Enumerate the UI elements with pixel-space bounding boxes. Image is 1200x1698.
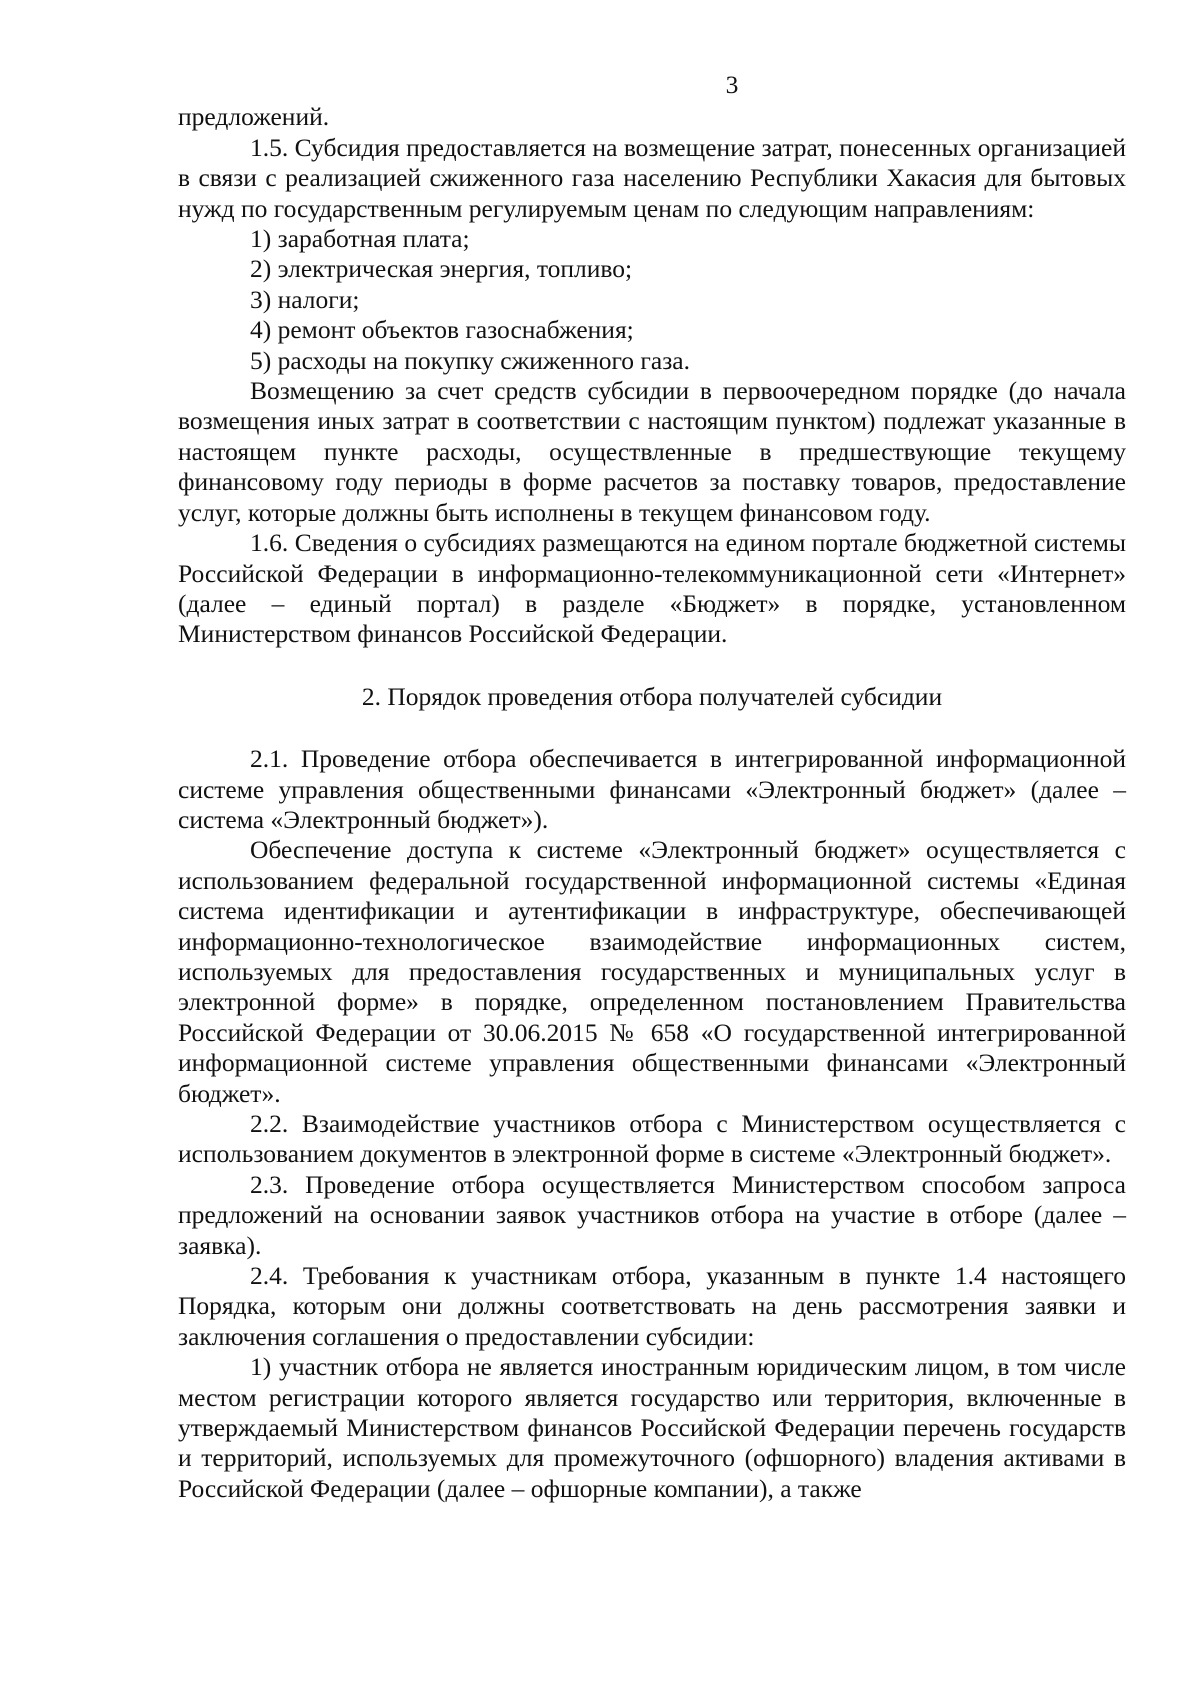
section-2-title: 2. Порядок проведения отбора получателей субсидии [361,681,943,711]
paragraph-2-1: 2.1. Проведение отбора обеспечивается в интегрированной информационной системе управления общественными финансами «Электронный бюджет» (далее – система «Электронный бюджет»). [178,744,1126,834]
paragraph-2-2: 2.2. Взаимодействие участников отбора с Министерством осуществляется с использованием документов в электронной форме в системе «Электронный бюджет». [178,1109,1126,1169]
list-item: 5) расходы на покупку сжиженного газа. [250,345,690,375]
paragraph-1-5: 1.5. Субсидия предоставляется на возмещение затрат, понесенных организацией в связи с реализацией сжиженного газа населению Республики Хакасия для бытовых нужд по государственным регулируемым ценам по следующим направлениям: [178,132,1126,223]
list-item: 1) заработная плата; [250,224,470,254]
paragraph-2-3: 2.3. Проведение отбора осуществляется Министерством способом запроса предложений на основании заявок участников отбора на участие в отборе (далее – заявка). [178,1169,1126,1260]
list-item: 2) электрическая энергия, топливо; [250,254,633,284]
paragraph-continuation: предложений. [178,102,330,132]
list-item: 3) налоги; [250,284,360,314]
paragraph-2-1-access: Обеспечение доступа к системе «Электронный бюджет» осуществляется с использованием федеральной государственной информационной системы «Единая система идентификации и аутентификации в инфраструктуре, обеспечивающей информационно-технологическое взаимодействие информационных систем, используемых для предоставления государственных и муниципальных услуг в электронной форме» в порядке, определенном постановлением Правительства Российской Федерации от 30.06.2015 № 658 «О государственной интегрированной информационной системе управления общественными финансами «Электронный бюджет». [178,835,1126,1108]
page-number: 3 [725,70,739,99]
paragraph-2-4: 2.4. Требования к участникам отбора, указанным в пункте 1.4 настоящего Порядка, которым они должны соответствовать на день рассмотрения заявки и заключения соглашения о предоставлении субсидии: [178,1261,1126,1351]
paragraph-1-6: 1.6. Сведения о субсидиях размещаются на едином портале бюджетной системы Российской Федерации в информационно-телекоммуникационной сети «Интернет» (далее – единый портал) в разделе «Бюджет» в порядке, установленном Министерством финансов Российской Федерации. [178,528,1126,649]
document-page [178,70,1126,1504]
list-item: 4) ремонт объектов газоснабжения; [250,315,634,345]
paragraph-2-4-item-1: 1) участник отбора не является иностранным юридическим лицом, в том числе местом регистрации которого является государство или территория, включенные в утверждаемый Министерством финансов Российской Федерации перечень государств и территорий, используемых для промежуточного (офшорного) владения активами в Российской Федерации (далее – офшорные компании), а также [178,1352,1126,1503]
paragraph-1-5-reimbursement: Возмещению за счет средств субсидии в первоочередном порядке (до начала возмещения иных затрат в соответствии с настоящим пунктом) подлежат указанные в настоящем пункте расходы, осуществленные в предшествующие текущему финансовому году периоды в форме расчетов за поставку товаров, предоставление услуг, которые должны быть исполнены в текущем финансовом году. [178,376,1126,527]
